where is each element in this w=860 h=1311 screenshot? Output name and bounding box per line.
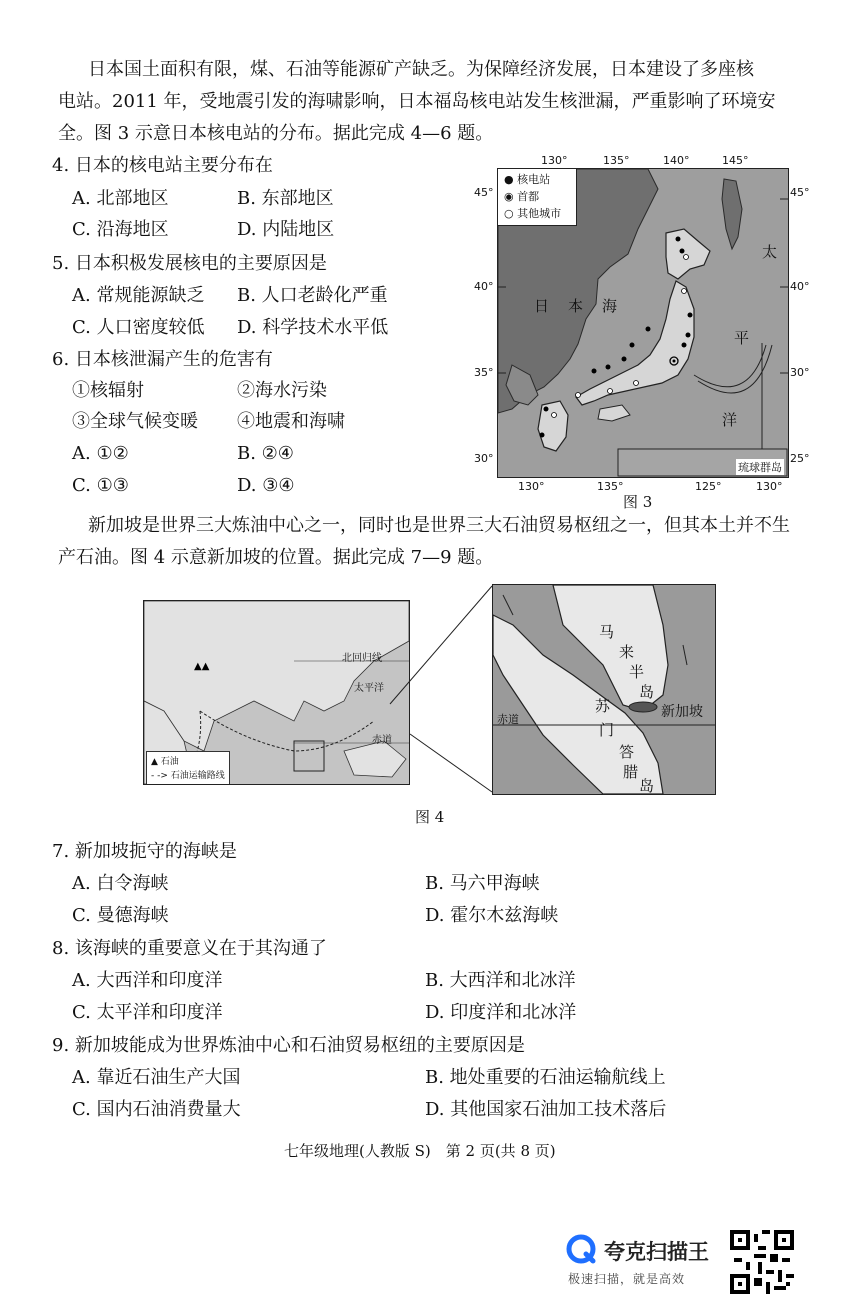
label-equator-right: 赤道: [497, 713, 519, 726]
right-tick-2: 40°: [790, 280, 810, 293]
bottom-tick-2: 135°: [597, 480, 624, 493]
q6-item-1: ①核辐射: [72, 380, 144, 401]
label-tropic-of-cancer: 北回归线: [342, 653, 382, 664]
q5-option-a: A. 常规能源缺乏: [72, 285, 205, 306]
q8-option-a: A. 大西洋和印度洋: [72, 970, 223, 991]
left-tick-4: 30°: [474, 452, 494, 465]
figure-4-caption: 图 4: [415, 808, 445, 826]
legend-oil: ▲ 石油: [151, 757, 179, 767]
question-6-stem: 6. 日本核泄漏产生的危害有: [52, 349, 273, 370]
ocean-label-yang: 洋: [722, 411, 738, 429]
malacca-map-drawing: [493, 585, 715, 794]
q9-option-a: A. 靠近石油生产大国: [72, 1067, 241, 1088]
sea-label-ben: 本: [568, 297, 584, 315]
figure-4-legend: [146, 751, 230, 785]
label-lai: 来: [619, 643, 635, 661]
label-pacific: 太平洋: [354, 683, 384, 694]
bottom-tick-1: 130°: [518, 480, 545, 493]
q6-option-b: B. ②④: [237, 443, 294, 464]
sea-label-hai: 海: [602, 297, 618, 315]
zoom-connector-lines: [300, 584, 500, 794]
q9-option-c: C. 国内石油消费量大: [72, 1099, 241, 1120]
left-tick-2: 40°: [474, 280, 494, 293]
intro-line-1: 日本国土面积有限，煤、石油等能源矿产缺乏。为保障经济发展，日本建设了多座核: [88, 59, 754, 80]
intro2-line-2: 产石油。图 4 示意新加坡的位置。据此完成 7—9 题。: [58, 547, 494, 568]
right-tick-3: 30°: [790, 366, 810, 379]
legend-other-city: ○ 其他城市: [504, 207, 562, 220]
left-tick-3: 35°: [474, 366, 494, 379]
q6-option-d: D. ③④: [237, 475, 295, 496]
q9-option-b: B. 地处重要的石油运输航线上: [425, 1067, 666, 1088]
q4-option-b: B. 东部地区: [237, 188, 334, 209]
q6-item-3: ③全球气候变暖: [72, 411, 198, 432]
label-dao-2: 岛: [639, 777, 655, 795]
q6-item-4: ④地震和海啸: [237, 411, 345, 432]
legend-capital: ◉ 首都: [504, 190, 540, 203]
question-9-stem: 9. 新加坡能成为世界炼油中心和石油贸易枢纽的主要原因是: [52, 1035, 525, 1056]
intro2-line-1: 新加坡是世界三大炼油中心之一，同时也是世界三大石油贸易枢纽之一，但其本土并不生: [88, 515, 790, 536]
q6-option-a: A. ①②: [72, 443, 129, 464]
q8-option-c: C. 太平洋和印度洋: [72, 1002, 223, 1023]
question-8-stem: 8. 该海峡的重要意义在于其沟通了: [52, 938, 327, 959]
legend-nuclear-plant: ● 核电站: [504, 173, 551, 186]
top-tick-4: 145°: [722, 154, 749, 167]
q5-option-b: B. 人口老龄化严重: [237, 285, 388, 306]
bottom-tick-3: 125°: [695, 480, 722, 493]
inset-label-ryukyu: 琉球群岛: [738, 461, 782, 474]
question-4-stem: 4. 日本的核电站主要分布在: [52, 155, 273, 176]
legend-oil-route: - -> 石油运输路线: [151, 771, 225, 781]
scanner-brand: 夸克扫描王: [604, 1240, 709, 1264]
ocean-label-tai: 太: [762, 243, 778, 261]
svg-text:▲▲: ▲▲: [194, 661, 210, 672]
intro-line-2: 电站。2011 年，受地震引发的海啸影响，日本福岛核电站发生核泄漏，严重影响了环境安: [58, 91, 776, 112]
label-men: 门: [599, 721, 615, 739]
top-tick-3: 140°: [663, 154, 690, 167]
label-da: 答: [619, 743, 635, 761]
figure-3-legend: [498, 169, 577, 226]
qr-code-icon: [730, 1230, 794, 1294]
intro-line-3: 全。图 3 示意日本核电站的分布。据此完成 4—6 题。: [58, 123, 494, 144]
malacca-map: [492, 584, 716, 795]
label-ma: 马: [599, 623, 615, 641]
label-ban: 半: [629, 663, 645, 681]
ocean-label-ping: 平: [734, 329, 750, 347]
q4-option-a: A. 北部地区: [72, 188, 169, 209]
sea-label-ri: 日: [534, 297, 550, 315]
figure-3-caption: 图 3: [623, 493, 653, 511]
qr-code: [730, 1230, 794, 1294]
right-tick-4: 25°: [790, 452, 810, 465]
q6-option-c: C. ①③: [72, 475, 129, 496]
top-tick-2: 135°: [603, 154, 630, 167]
q4-option-d: D. 内陆地区: [237, 219, 335, 240]
q9-option-d: D. 其他国家石油加工技术落后: [425, 1099, 667, 1120]
scanner-watermark: [566, 1232, 726, 1292]
question-5-stem: 5. 日本积极发展核电的主要原因是: [52, 253, 327, 274]
label-equator-left: 赤道: [372, 735, 392, 746]
page-footer: 七年级地理(人教版 S) 第 2 页(共 8 页): [284, 1142, 556, 1160]
right-tick-1: 45°: [790, 186, 810, 199]
question-7-stem: 7. 新加坡扼守的海峡是: [52, 841, 237, 862]
label-la: 腊: [623, 763, 639, 781]
q6-item-2: ②海水污染: [237, 380, 327, 401]
japan-map: [497, 168, 789, 478]
q5-option-c: C. 人口密度较低: [72, 317, 205, 338]
bottom-tick-4: 130°: [756, 480, 783, 493]
q4-option-c: C. 沿海地区: [72, 219, 169, 240]
label-dao-1: 岛: [639, 683, 655, 701]
label-su: 苏: [595, 697, 611, 715]
top-tick-1: 130°: [541, 154, 568, 167]
q8-option-d: D. 印度洋和北冰洋: [425, 1002, 577, 1023]
q7-option-a: A. 白令海峡: [72, 873, 169, 894]
label-singapore: 新加坡: [661, 704, 703, 720]
scanner-logo-icon: [566, 1234, 596, 1264]
q8-option-b: B. 大西洋和北冰洋: [425, 970, 576, 991]
q7-option-b: B. 马六甲海峡: [425, 873, 540, 894]
q7-option-d: D. 霍尔木兹海峡: [425, 905, 559, 926]
q7-option-c: C. 曼德海峡: [72, 905, 169, 926]
left-tick-1: 45°: [474, 186, 494, 199]
q5-option-d: D. 科学技术水平低: [237, 317, 389, 338]
scanner-slogan: 极速扫描，就是高效: [568, 1272, 686, 1286]
